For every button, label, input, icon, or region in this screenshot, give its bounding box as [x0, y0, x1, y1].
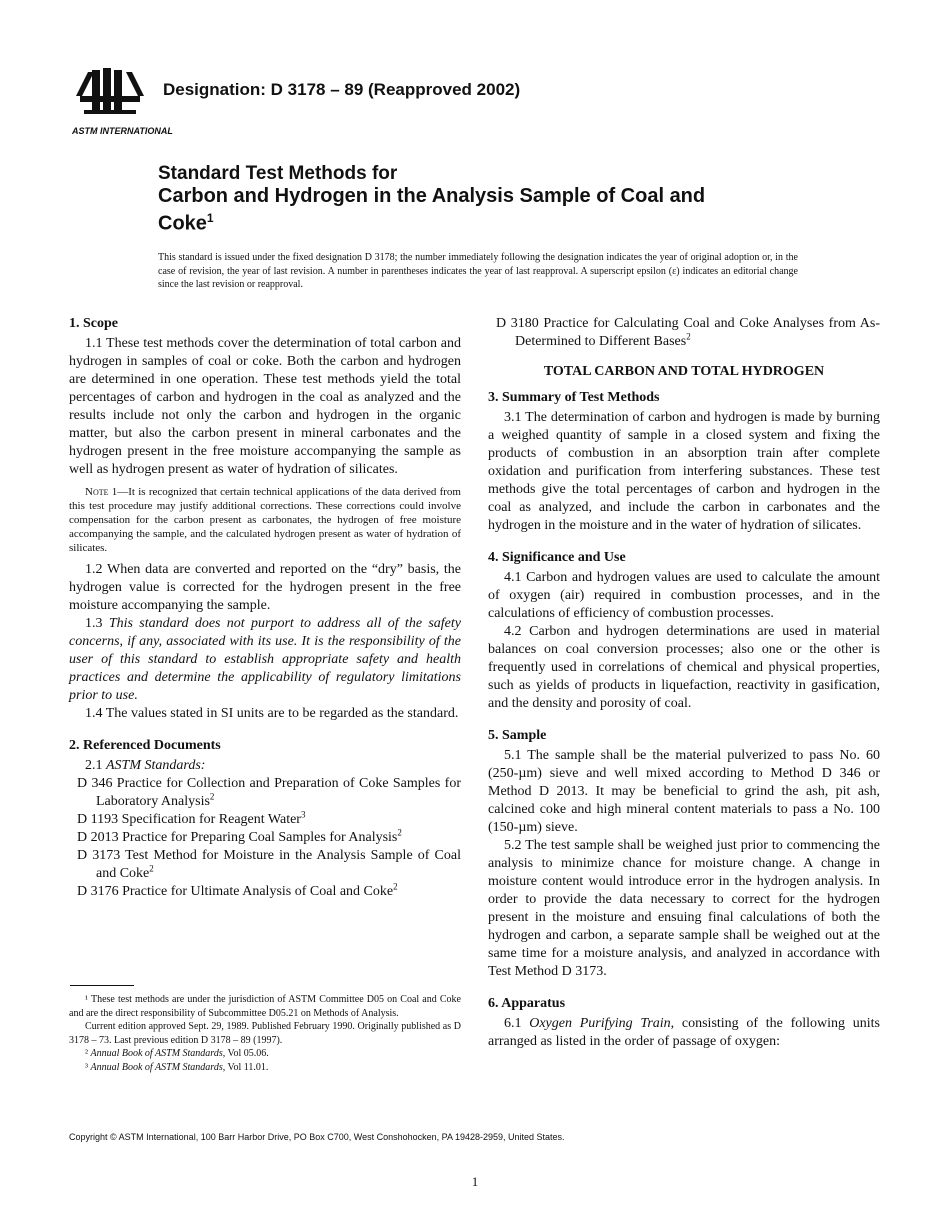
- section-1-heading: 1. Scope: [69, 316, 118, 331]
- section-2-heading: 2. Referenced Documents: [69, 738, 221, 753]
- title-footnote-mark: 1: [206, 211, 214, 225]
- paragraph-1-4: 1.4 The values stated in SI units are to be regarded as the standard.: [85, 706, 459, 721]
- svg-text:ASTM INTERNATIONAL: ASTM INTERNATIONAL: [72, 126, 173, 136]
- copyright-line: Copyright © ASTM International, 100 Barr Harbor Drive, PO Box C700, West Conshohocken, PA 19428-2959, United States.: [69, 1132, 565, 1142]
- title-line-3: Coke$^1$: [158, 211, 214, 235]
- reference-d3173: D 3173 Test Method for Moisture in the Analysis Sample of Coal and Coke$^2$: [77, 848, 461, 881]
- paragraph-2-1: 2.1 ASTM Standards:: [85, 758, 206, 773]
- left-column: [69, 315, 461, 901]
- footnote-1: ¹ These test methods are under the jurisdiction of ASTM Committee D05 on Coal and Coke and are the direct responsibility of Subcommittee D05.21 on Methods of Analysis.: [69, 994, 461, 1019]
- paragraph-1-2: 1.2 When data are converted and reported on the “dry” basis, the hydrogen value is corrected for the hydrogen present in the free moisture accompanying the sample.: [69, 562, 461, 613]
- paragraph-5-2: 5.2 The test sample shall be weighed just prior to commencing the analysis to minimize chance for moisture change. A change in moisture content would introduce error in the hydrogen analysis. In order to provide the data necessary to correct for the hydrogen present in the moisture and ensuing final calculations of both the hydrogen and carbon, a separate sample shall be weighed out at the same time for a moisture analysis, and analyzed in accordance with Test Method D 3173.: [488, 838, 880, 979]
- footnote-2: ² Annual Book of ASTM Standards, Vol 05.06.: [85, 1048, 269, 1059]
- paragraph-4-1: 4.1 Carbon and hydrogen values are used to calculate the amount of oxygen (air) required in combustion processes, and in the calculations of efficiency of combustion processes.: [488, 570, 880, 621]
- issued-note: This standard is issued under the fixed designation D 3178; the number immediately following the designation indicates the year of original adoption or, in the case of revision, the year of last revision. A number in parentheses indicates the year of last reapproval. A superscript epsilon (ε) indicates an editorial change since the last revision or reapproval.: [158, 252, 798, 290]
- footnote-divider: [70, 985, 134, 986]
- note-1: Note 1—It is recognized that certain technical applications of the data derived from this test procedure may justify additional corrections. These corrections could involve compensation for the carbon present as carbonates, the hydrogen of free moisture accompanying the sample, and the calculated hydrogen present as water of hydration of silicates.: [69, 486, 461, 554]
- right-column: [488, 315, 880, 1051]
- reference-d346: D 346 Practice for Collection and Preparation of Coke Samples for Laboratory Analysis$^2$: [77, 776, 461, 809]
- section-4-heading: 4. Significance and Use: [488, 550, 626, 565]
- reference-d2013: D 2013 Practice for Preparing Coal Samples for Analysis$^2$: [77, 827, 402, 845]
- paragraph-3-1: 3.1 The determination of carbon and hydrogen is made by burning a weighed quantity of sample in a closed system and fixing the products of combustion in an absorption train after complete oxidation and purification from interfering substances. These test methods give the total percentages of carbon and hydrogen in the coal as analyzed, and include the carbon in carbonates and the hydrogen in the moisture and in the water of hydration of silicates.: [488, 410, 880, 533]
- section-5-heading: 5. Sample: [488, 728, 547, 743]
- section-3-heading: 3. Summary of Test Methods: [488, 390, 660, 405]
- title-line-2: Carbon and Hydrogen in the Analysis Sample of Coal and: [158, 185, 706, 207]
- astm-logo: [70, 66, 173, 138]
- document-title: [158, 163, 858, 235]
- footnote-1-edition: Current edition approved Sept. 29, 1989. Published February 1990. Originally published as D 3178 – 73. Last previous edition D 3178 – 89 (1997).: [69, 1021, 461, 1046]
- reference-d3180: D 3180 Practice for Calculating Coal and Coke Analyses from As-Determined to Different Bases$^2$: [496, 316, 880, 349]
- title-line-1: Standard Test Methods for: [158, 163, 398, 184]
- reference-d3176: D 3176 Practice for Ultimate Analysis of Coal and Coke$^2$: [77, 881, 398, 899]
- section-6-heading: 6. Apparatus: [488, 996, 566, 1011]
- designation: Designation: D 3178 – 89 (Reapproved 2002): [163, 80, 521, 99]
- paragraph-6-1: 6.1 Oxygen Purifying Train, consisting of the following units arranged as listed in the order of passage of oxygen:: [488, 1016, 880, 1049]
- total-carbon-hydrogen-heading: TOTAL CARBON AND TOTAL HYDROGEN: [543, 364, 825, 379]
- reference-d1193: D 1193 Specification for Reagent Water$^3$: [77, 809, 306, 827]
- paragraph-1-3: 1.3 This standard does not purport to address all of the safety concerns, if any, associated with its use. It is the responsibility of the user of this standard to establish appropriate safety and health practices and determine the applicability of regulatory limitations prior to use.: [69, 616, 461, 703]
- paragraph-5-1: 5.1 The sample shall be the material pulverized to pass No. 60 (250-µm) sieve and well mixed according to Method D 346 or Method D 2013. It may be beneficial to grind the ash, pit ash, calcined coke and high mineral content materials to pass a No. 100 (150-µm) sieve.: [488, 748, 880, 835]
- paragraph-4-2: 4.2 Carbon and hydrogen determinations are used in material balances on coal conversion processes; also one or the other is frequently used in correlations of chemical and physical properties, such as yields of products in liquefaction, reactivity in gasification, and the density and porosity of coal.: [488, 624, 880, 711]
- page-number: 1: [471, 1174, 479, 1189]
- paragraph-1-1: 1.1 These test methods cover the determination of total carbon and hydrogen in samples of coal or coke. Both the carbon and hydrogen are determined in one operation. These test methods yield the total percentages of carbon and hydrogen in the coal as analyzed and the results include not only the carbon and hydrogen in the organic matter, but also the carbon present in mineral carbonates and the hydrogen present in the free moisture accompanying the sample as well as hydrogen present as water of hydration of silicates.: [69, 336, 461, 477]
- footnote-3: ³ Annual Book of ASTM Standards, Vol 11.01.: [85, 1061, 269, 1073]
- footnotes: [69, 993, 461, 1074]
